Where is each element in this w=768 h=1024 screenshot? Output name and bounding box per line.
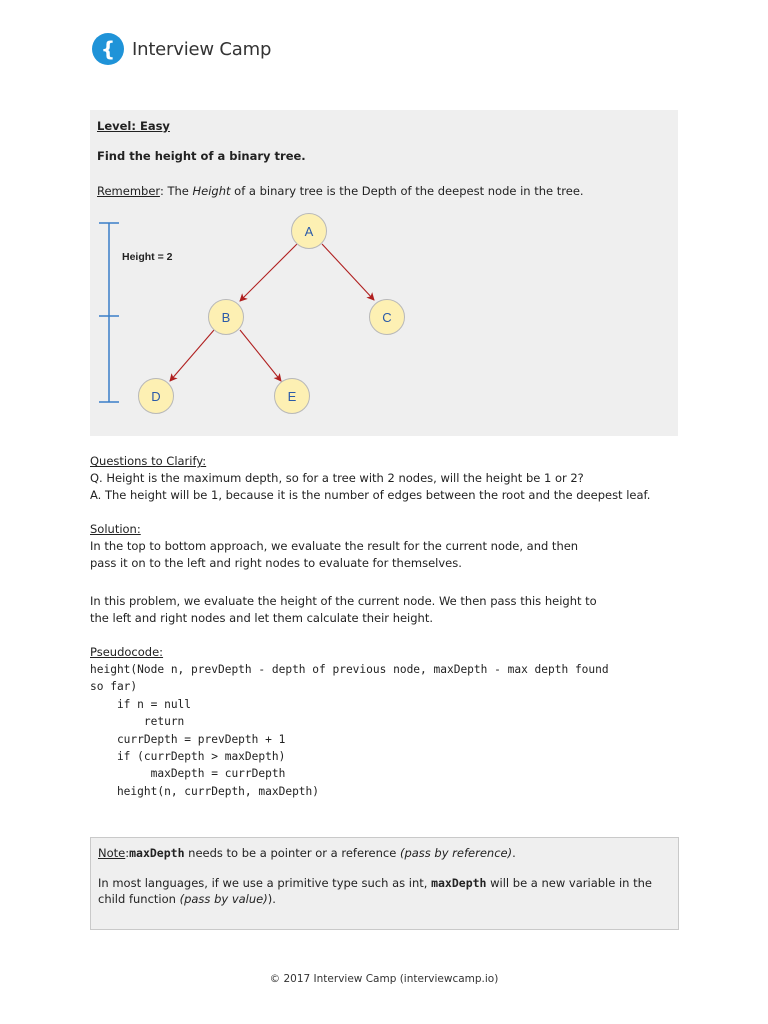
pseudocode-block: height(Node n, prevDepth - depth of previous node, maxDepth - max depth found so far) if n = null return currDepth = prevDepth + 1 if (currDepth > maxDepth) maxDepth = currDepth height(n, currDepth, maxDepth)	[90, 663, 609, 798]
solution-p2-line1: In this problem, we evaluate the height of the current node. We then pass this height to	[90, 594, 597, 608]
node-label-d: D	[151, 389, 161, 404]
clarify-answer: A. The height will be 1, because it is the number of edges between the root and the deepest leaf.	[90, 488, 651, 502]
note-line1-end: .	[512, 846, 516, 860]
note-line2-em: (pass by value)	[179, 892, 268, 906]
brand-name: Interview Camp	[132, 38, 272, 60]
pseudocode-heading: Pseudocode:	[90, 645, 164, 659]
note-label: Note	[98, 846, 126, 860]
footer: © 2017 Interview Camp (interviewcamp.io)	[269, 973, 499, 985]
tree-node-c	[370, 300, 405, 335]
node-label-b: B	[221, 310, 231, 325]
note-line1-em: (pass by reference)	[399, 846, 513, 860]
note-box	[90, 837, 679, 930]
height-bracket	[99, 223, 119, 402]
note-var-1: maxDepth	[129, 846, 185, 860]
header	[92, 33, 271, 65]
level-label: Level: Easy	[97, 119, 170, 133]
note-line2-pre: In most languages, if we use a primitive type such as int,	[98, 876, 432, 890]
problem-title: Find the height of a binary tree.	[97, 149, 306, 163]
remember-post: of a binary tree is the Depth of the deepest node in the tree.	[230, 184, 584, 198]
node-label-e: E	[287, 389, 297, 404]
note-line2-text: will be a new variable in the child function	[98, 876, 652, 906]
solution-heading: Solution:	[90, 522, 141, 536]
remember-label: Remember	[97, 184, 160, 198]
note-line2-end: ).	[267, 892, 276, 906]
note-line-1	[98, 845, 668, 861]
remember-em: Height	[192, 184, 231, 198]
clarify-question: Q. Height is the maximum depth, so for a tree with 2 nodes, will the height be 1 or 2?	[90, 471, 584, 485]
solution-p1-line1: In the top to bottom approach, we evaluate the result for the current node, and then	[90, 539, 579, 553]
tree-node-d	[139, 379, 174, 414]
height-label: Height = 2	[122, 251, 173, 263]
binary-tree-diagram	[90, 110, 678, 436]
node-label-a: A	[304, 224, 314, 239]
clarify-heading: Questions to Clarify:	[90, 454, 207, 468]
tree-node-b	[209, 300, 244, 335]
remember-pre: : The	[159, 184, 193, 198]
note-line-2	[98, 875, 668, 907]
solution-paragraph-2	[90, 593, 597, 627]
problem-box	[90, 110, 678, 436]
clarify-section	[90, 453, 650, 504]
note-line1-text: needs to be a pointer or a reference	[184, 846, 400, 860]
note-var-2: maxDepth	[431, 876, 487, 890]
edge-a-b	[240, 244, 297, 301]
solution-section	[90, 521, 578, 572]
node-label-c: C	[382, 310, 392, 325]
edge-a-c	[322, 244, 374, 300]
edge-b-d	[170, 330, 214, 381]
solution-p2-line2: the left and right nodes and let them calculate their height.	[90, 611, 434, 625]
solution-p1-line2: pass it on to the left and right nodes to evaluate for themselves.	[90, 556, 462, 570]
note-sep: :	[125, 846, 130, 860]
edge-b-e	[240, 330, 281, 381]
tree-node-a	[292, 214, 327, 249]
tree-node-e	[275, 379, 310, 414]
logo-icon: {	[92, 33, 124, 65]
